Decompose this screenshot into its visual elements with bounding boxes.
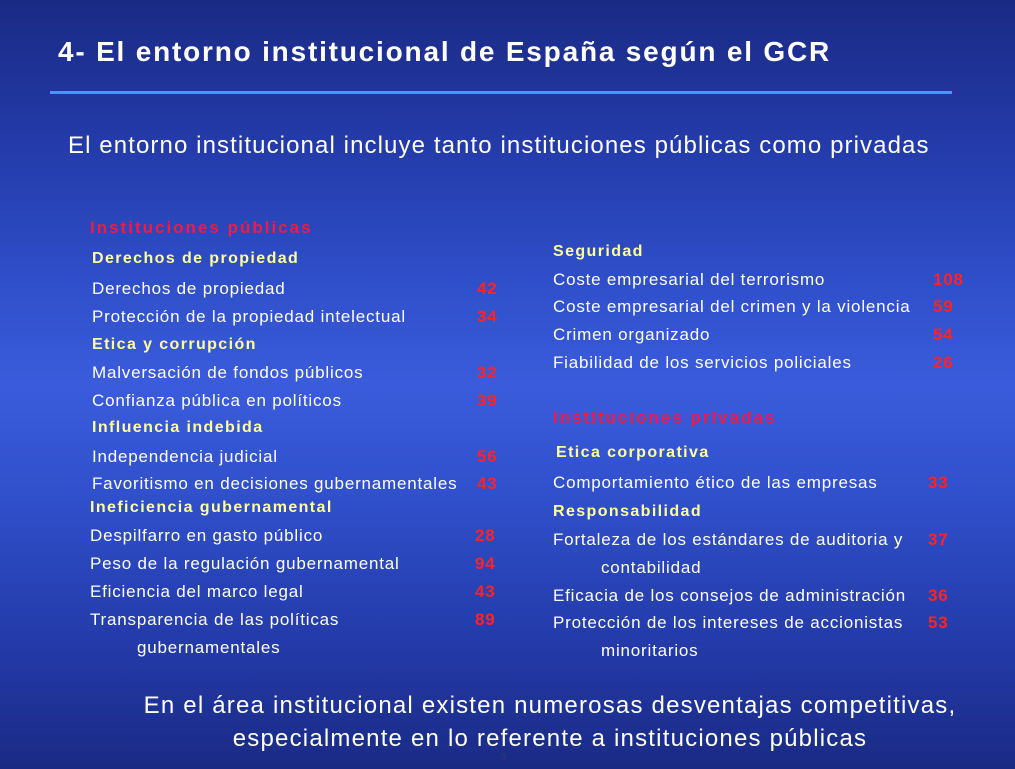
indicator-rank-public-trust-politicians: 39 xyxy=(477,391,498,410)
indicator-rank-terrorism-cost: 108 xyxy=(933,270,964,289)
indicator-rank-wasteful-spending: 28 xyxy=(475,526,496,545)
indicator-rank-crime-violence-cost: 59 xyxy=(933,297,954,316)
indicator-rank-minority-shareholders: 53 xyxy=(928,613,949,632)
private-institutions-heading: Instituciones privadas xyxy=(553,408,777,427)
indicator-rank-organized-crime: 54 xyxy=(933,325,954,344)
slide-title: 4- El entorno institucional de España según el GCR xyxy=(58,36,831,67)
indicator-label-policy-transparency-continued: gubernamentales xyxy=(137,638,281,657)
indicator-rank-regulation-burden: 94 xyxy=(475,554,496,573)
indicator-rank-intellectual-property: 34 xyxy=(477,307,498,326)
indicator-label-minority-shareholders: Protección de los intereses de accionistas xyxy=(553,613,904,632)
indicator-label-regulation-burden: Peso de la regulación gubernamental xyxy=(90,554,400,573)
indicator-rank-property-rights: 42 xyxy=(477,279,498,298)
indicator-label-intellectual-property: Protección de la propiedad intelectual xyxy=(92,307,406,326)
ethics-corruption-heading: Etica y corrupción xyxy=(92,336,257,353)
indicator-rank-firm-ethics: 33 xyxy=(928,473,949,492)
slide-subtitle: El entorno institucional incluye tanto instituciones públicas como privadas xyxy=(68,132,930,159)
indicator-label-organized-crime: Crimen organizado xyxy=(553,325,711,344)
indicator-rank-auditing-standards: 37 xyxy=(928,530,949,549)
title-rule xyxy=(50,91,952,94)
corporate-ethics-heading: Etica corporativa xyxy=(556,444,710,461)
indicator-label-crime-violence-cost: Coste empresarial del crimen y la violencia xyxy=(553,297,911,316)
indicator-label-corporate-boards: Eficacia de los consejos de administración xyxy=(553,586,906,605)
security-heading: Seguridad xyxy=(553,243,644,260)
undue-influence-heading: Influencia indebida xyxy=(92,419,264,436)
indicator-label-favoritism: Favoritismo en decisiones gubernamentales xyxy=(92,474,458,493)
indicator-rank-police-reliability: 26 xyxy=(933,353,954,372)
indicator-label-auditing-standards-continued: contabilidad xyxy=(601,558,702,577)
indicator-label-auditing-standards: Fortaleza de los estándares de auditoria y xyxy=(553,530,904,549)
indicator-rank-judicial-independence: 56 xyxy=(477,447,498,466)
indicator-rank-diversion-public-funds: 32 xyxy=(477,363,498,382)
indicator-label-diversion-public-funds: Malversación de fondos públicos xyxy=(92,363,364,382)
indicator-label-public-trust-politicians: Confianza pública en políticos xyxy=(92,391,342,410)
indicator-rank-legal-framework: 43 xyxy=(475,582,496,601)
indicator-rank-favoritism: 43 xyxy=(477,474,498,493)
government-inefficiency-heading: Ineficiencia gubernamental xyxy=(90,499,333,516)
accountability-heading: Responsabilidad xyxy=(553,503,703,520)
indicator-label-judicial-independence: Independencia judicial xyxy=(92,447,278,466)
indicator-label-policy-transparency: Transparencia de las políticas xyxy=(90,610,340,629)
indicator-label-police-reliability: Fiabilidad de los servicios policiales xyxy=(553,353,852,372)
indicator-rank-policy-transparency: 89 xyxy=(475,610,496,629)
conclusion-line-2: especialmente en lo referente a instituciones públicas xyxy=(232,725,868,752)
indicator-label-wasteful-spending: Despilfarro en gasto público xyxy=(90,526,324,545)
indicator-label-legal-framework: Eficiencia del marco legal xyxy=(90,582,304,601)
indicator-label-minority-shareholders-continued: minoritarios xyxy=(601,641,699,660)
page-number: 9 xyxy=(501,752,507,762)
indicator-label-terrorism-cost: Coste empresarial del terrorismo xyxy=(553,270,826,289)
property-rights-heading: Derechos de propiedad xyxy=(92,250,300,267)
public-institutions-heading: Instituciones públicas xyxy=(90,218,313,237)
indicator-label-property-rights: Derechos de propiedad xyxy=(92,279,286,298)
indicator-label-firm-ethics: Comportamiento ético de las empresas xyxy=(553,473,878,492)
conclusion-line-1: En el área institucional existen numerosas desventajas competitivas, xyxy=(143,692,957,719)
indicator-rank-corporate-boards: 36 xyxy=(928,586,949,605)
